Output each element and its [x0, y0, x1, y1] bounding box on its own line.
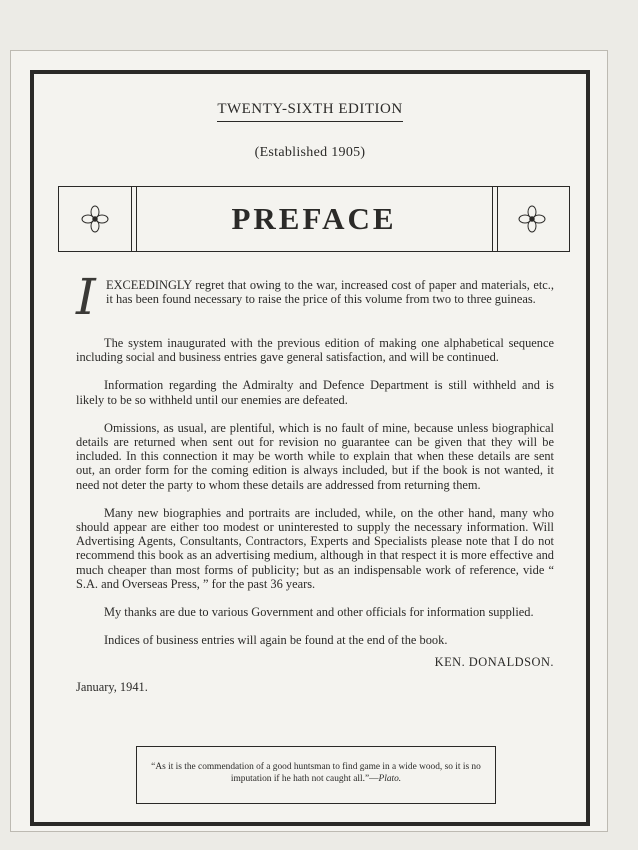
date-line: January, 1941. — [76, 679, 148, 694]
flower-icon — [81, 205, 109, 233]
paragraph-5: Many new biographies and portraits are included, while, on the other hand, many who should appear are either too modest or uninterested to supply the necessary information. Will Advertising Agents, Consultants, Contractors, Experts and Specialists please note that I do not recommend this book as an advertising medium, although in that respect it is more effective and much cheaper than most forms of publicity; but as an indispensable work of reference, vide “ S.A. and Overseas Press, ” for the past 36 years. — [76, 505, 554, 591]
quote-attribution: Plato. — [378, 774, 402, 784]
signature: KEN. DONALDSON. — [434, 655, 554, 670]
established-line: (Established 1905) — [254, 145, 366, 160]
banner-divider-right — [492, 187, 498, 251]
flower-icon — [518, 205, 546, 233]
preface-banner — [58, 186, 570, 252]
paragraph-7: Indices of business entries will again be found at the end of the book. — [104, 633, 448, 648]
preface-body — [76, 268, 554, 694]
paragraph-4: Omissions, as usual, are plentiful, which is no fault of mine, because unless biographical details are returned when sent out for revision no guarantee can be given that they will be included. In this connection it may be worth while to explain that when these details are sent out, an order form for the coming edition is always included, but if the book is not wanted, it need not deter the party to whom these details are addressed from returning them. — [76, 420, 554, 492]
quote-box — [136, 746, 496, 804]
opening-paragraph — [76, 268, 554, 326]
edition-heading — [34, 101, 586, 122]
paragraph-1: EXCEEDINGLY regret that owing to the war, increased cost of paper and materials, etc., it has been found necessary to raise the price of this volume from two to three guineas. — [106, 278, 554, 307]
paragraph-2: The system inaugurated with the previous edition of making one alphabetical sequence including social and business entries gave general satisfaction, and will be continued. — [76, 336, 554, 365]
page-frame — [30, 70, 590, 826]
paragraph-6: My thanks are due to various Government and other officials for information supplied. — [104, 605, 534, 620]
drop-cap: I — [76, 268, 96, 326]
paragraph-3: Information regarding the Admiralty and Defence Department is still withheld and is likely to be so withheld until our enemies are defeated. — [76, 378, 554, 407]
preface-title: PREFACE — [231, 201, 397, 236]
edition-text: TWENTY-SIXTH EDITION — [217, 101, 402, 122]
quote-text: “As it is the commendation of a good huntsman to find game in a wide wood, so it is no imputation if he hath not caught all.”— — [151, 762, 481, 784]
